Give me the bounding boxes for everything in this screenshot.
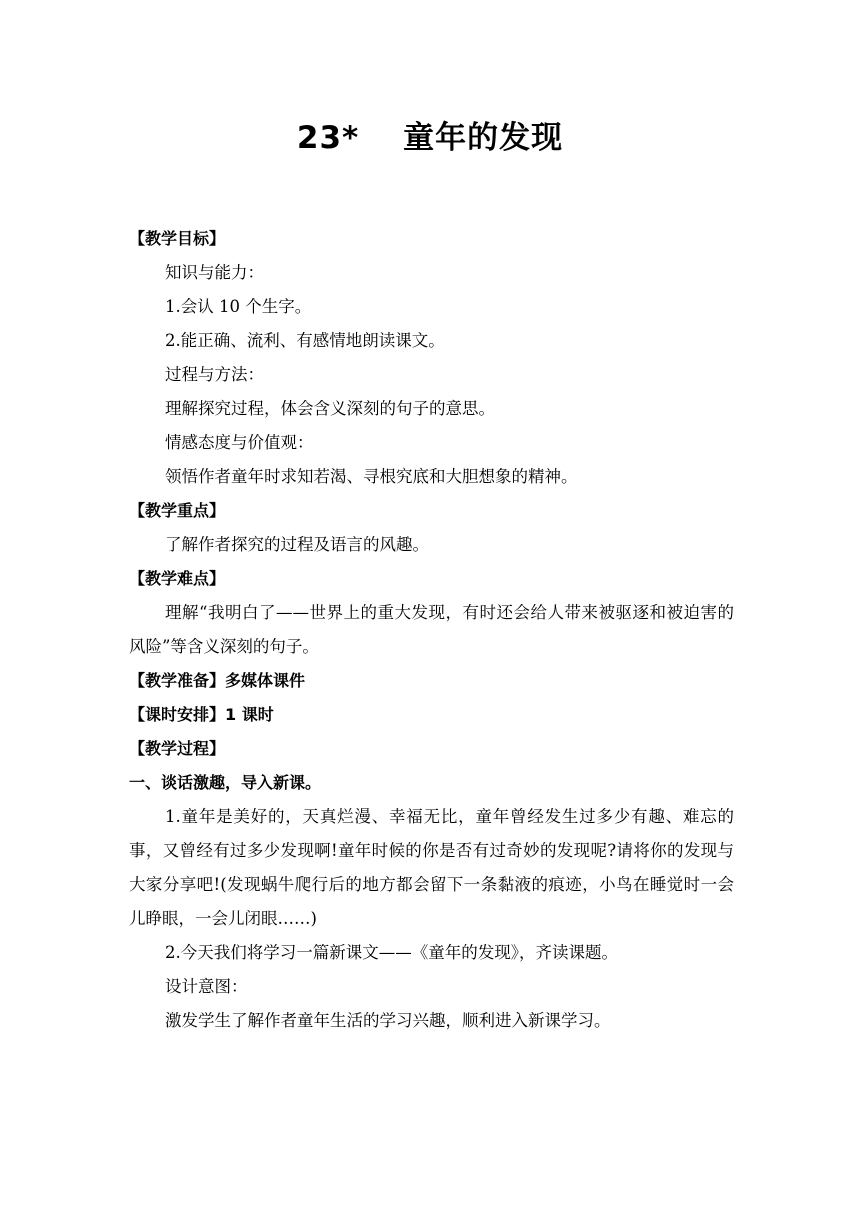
subsection-heading-intro: 一、谈话激趣，导入新课。 (129, 773, 322, 792)
section-heading-key-points: 【教学重点】 (129, 501, 226, 520)
section-heading-process: 【教学过程】 (129, 739, 226, 758)
document-body (129, 222, 734, 1038)
paragraph-goal-1: 1.会认 10 个生字。 (165, 297, 312, 316)
section-heading-schedule: 【课时安排】1 课时 (129, 705, 274, 724)
section-heading-teaching-goals: 【教学目标】 (129, 229, 226, 248)
section-heading-difficulties: 【教学难点】 (129, 569, 226, 588)
paragraph-emotion-values: 情感态度与价值观： (165, 433, 314, 452)
paragraph-emotion-text: 领悟作者童年时求知若渴、寻根究底和大胆想象的精神。 (165, 467, 578, 486)
paragraph-process-method: 过程与方法： (165, 365, 264, 384)
paragraph-intro-2: 2.今天我们将学习一篇新课文——《童年的发现》，齐读课题。 (165, 943, 618, 962)
page-title: 23* 童年的发现 (296, 120, 564, 156)
paragraph-design-intent-text: 激发学生了解作者童年生活的学习兴趣，顺利进入新课学习。 (165, 1011, 611, 1030)
paragraph-key-points: 了解作者探究的过程及语言的风趣。 (165, 535, 429, 554)
paragraph-difficulties: 理解“我明白了——世界上的重大发现，有时还会给人带来被驱逐和被迫害的风险”等含义深刻的句子。 (129, 603, 734, 656)
paragraph-intro-1: 1.童年是美好的，天真烂漫、幸福无比，童年曾经发生过多少有趣、难忘的事，又曾经有过多少发现啊!童年时候的你是否有过奇妙的发现呢?请将你的发现与大家分享吧!(发现蜗牛爬行后的地方都会留下一条黏液的痕迹，小鸟在睡觉时一会儿睁眼，一会儿闭眼……) (129, 807, 734, 928)
paragraph-design-intent-label: 设计意图： (165, 977, 248, 996)
paragraph-process-text: 理解探究过程，体会含义深刻的句子的意思。 (165, 399, 495, 418)
section-heading-preparation: 【教学准备】多媒体课件 (129, 671, 306, 690)
paragraph-knowledge-ability: 知识与能力： (165, 263, 264, 282)
paragraph-goal-2: 2.能正确、流利、有感情地朗读课文。 (165, 331, 445, 350)
